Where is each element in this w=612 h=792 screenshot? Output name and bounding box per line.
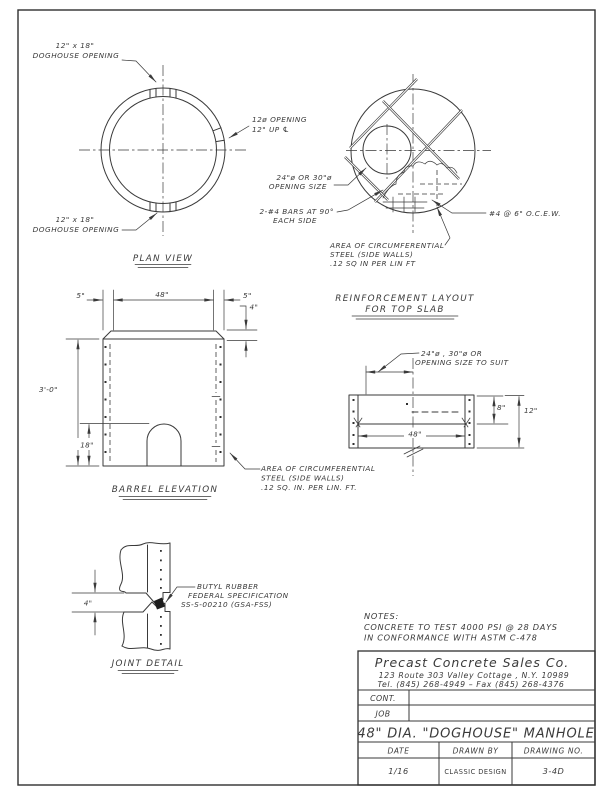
barrel-steel-label-3: .12 SQ. IN. PER LIN. FT. (261, 483, 358, 492)
slab-dim-48: 48" (408, 429, 422, 439)
reinf-title-2: FOR TOP SLAB (365, 305, 445, 315)
reinf-steel-label-3: .12 SQ IN PER LIN FT (330, 259, 416, 268)
joint-detail-title: JOINT DETAIL (111, 659, 185, 669)
barrel-opening-dimension (77, 424, 149, 466)
plan-top-opening-label-2: DOGHOUSE OPENING (32, 51, 120, 60)
joint-lower-section (122, 602, 170, 650)
slab-dim-8: 8" (497, 403, 506, 412)
joint-detail (72, 543, 289, 674)
joint-rebar-dots (160, 550, 162, 645)
reinf-steel-label-1: AREA OF CIRCUMFERENTIAL (330, 241, 445, 250)
barrel-top-slab-edge (103, 331, 224, 339)
slab-opening-label-1: 24"ø , 30"ø OR (421, 349, 483, 358)
barrel-slab-edge-dimension (227, 303, 258, 358)
reinf-mesh-label: #4 @ 6" O.C.E.W. (489, 209, 562, 218)
barrel-dim-5-left: 5" (76, 291, 85, 300)
barrel-right-rebar-dots (220, 346, 222, 453)
slab-8-dimension (477, 396, 508, 424)
plan-view (33, 41, 307, 268)
leader-opening-size (334, 168, 366, 185)
barrel-doghouse-arch (147, 424, 181, 466)
plan-bottom-opening-label-1: 12" x 18" (55, 215, 95, 224)
slab-opening-dimension (366, 366, 413, 394)
slab-haunch-hatch (354, 418, 470, 427)
barrel-dim-48: 48" (155, 290, 169, 299)
slab-12-dimension (477, 396, 538, 449)
reinforcement-layout (259, 74, 561, 319)
job-label: JOB (375, 709, 391, 719)
plan-right-opening-label-1: 12ø OPENING (252, 115, 308, 124)
barrel-dim-4: 4" (249, 302, 259, 312)
barrel-dim-18: 18" (80, 440, 94, 450)
reinf-steel-label-2: STEEL (SIDE WALLS) (330, 250, 414, 259)
drawn-by-value: CLASSIC DESIGN (444, 768, 507, 776)
butyl-label-1: BUTYL RUBBER (197, 582, 259, 591)
reinf-bars-label-1: 2-#4 BARS AT 90° (259, 207, 334, 216)
joint-lap-dimension (72, 570, 124, 635)
reinf-bars-label-2: EACH SIDE (272, 216, 317, 225)
barrel-steel-label-1: AREA OF CIRCUMFERENTIAL (261, 464, 376, 473)
company-phone: Tel. (845) 268-4949 – Fax (845) 268-4376 (377, 680, 565, 689)
reinf-title-1: REINFORCEMENT LAYOUT (335, 294, 475, 304)
cont-label: CONT. (370, 694, 396, 703)
leader-bottom-opening (122, 213, 157, 230)
barrel-elevation (39, 290, 375, 500)
barrel-dim-3-0: 3'-0" (39, 385, 58, 394)
reinf-opening-size-label-1: 24"ø OR 30"ø (276, 173, 332, 182)
leader-barrel-steel (230, 453, 260, 469)
slab-48-dimension (358, 428, 465, 439)
drawing-no-value: 3-4D (542, 766, 565, 776)
barrel-elevation-title: BARREL ELEVATION (111, 485, 219, 495)
reinf-opening-size-label-2: OPENING SIZE (268, 182, 327, 191)
joint-dim-4: 4" (83, 598, 93, 608)
date-label: DATE (387, 746, 410, 756)
barrel-steel-label-2: STEEL (SIDE WALLS) (261, 473, 345, 483)
company-address: 123 Route 303 Valley Cottage , N.Y. 10989 (378, 671, 570, 680)
barrel-left-rebar-dots (105, 346, 107, 453)
butyl-label-2: FEDERAL SPECIFICATION (188, 591, 289, 600)
notes-line-1: CONCRETE TO TEST 4000 PSI @ 28 DAYS (364, 622, 558, 632)
slab-dim-12: 12" (524, 406, 538, 415)
top-slab-section (349, 349, 538, 476)
notes-line-2: IN CONFORMANCE WITH ASTM C-478 (364, 632, 538, 643)
plan-top-opening-label-1: 12" x 18" (55, 41, 95, 50)
slab-opening-label-2: OPENING SIZE TO SUIT (415, 358, 509, 367)
slab-top-rebar (406, 403, 458, 412)
barrel-top-dimensions (76, 290, 251, 330)
drawing-title: 48" DIA. "DOGHOUSE" MANHOLE (357, 726, 595, 742)
date-value: 1/16 (388, 766, 409, 776)
notes-block (364, 611, 558, 643)
slab-section-outline (349, 395, 474, 448)
drawing-no-label: DRAWING NO. (523, 746, 584, 756)
barrel-right-reinf-line (212, 344, 220, 462)
plan-bottom-opening-label-2: DOGHOUSE OPENING (32, 225, 120, 234)
leader-circumferential-steel (437, 207, 450, 245)
title-block (357, 651, 595, 785)
plan-right-opening-label-2: 12" UP ℄ (252, 125, 290, 134)
drawn-by-label: DRAWN BY (452, 746, 499, 756)
leader-top-opening (122, 60, 156, 82)
plan-view-title: PLAN VIEW (132, 254, 194, 264)
barrel-dim-5-right: 5" (243, 291, 252, 300)
leader-right-opening (229, 126, 249, 138)
notes-heading: NOTES: (364, 611, 399, 621)
barrel-body (103, 339, 224, 466)
company-name: Precast Concrete Sales Co. (374, 655, 570, 670)
butyl-label-3: SS-S-00210 (GSA-FSS) (181, 600, 273, 609)
joint-upper-section (119, 543, 170, 606)
